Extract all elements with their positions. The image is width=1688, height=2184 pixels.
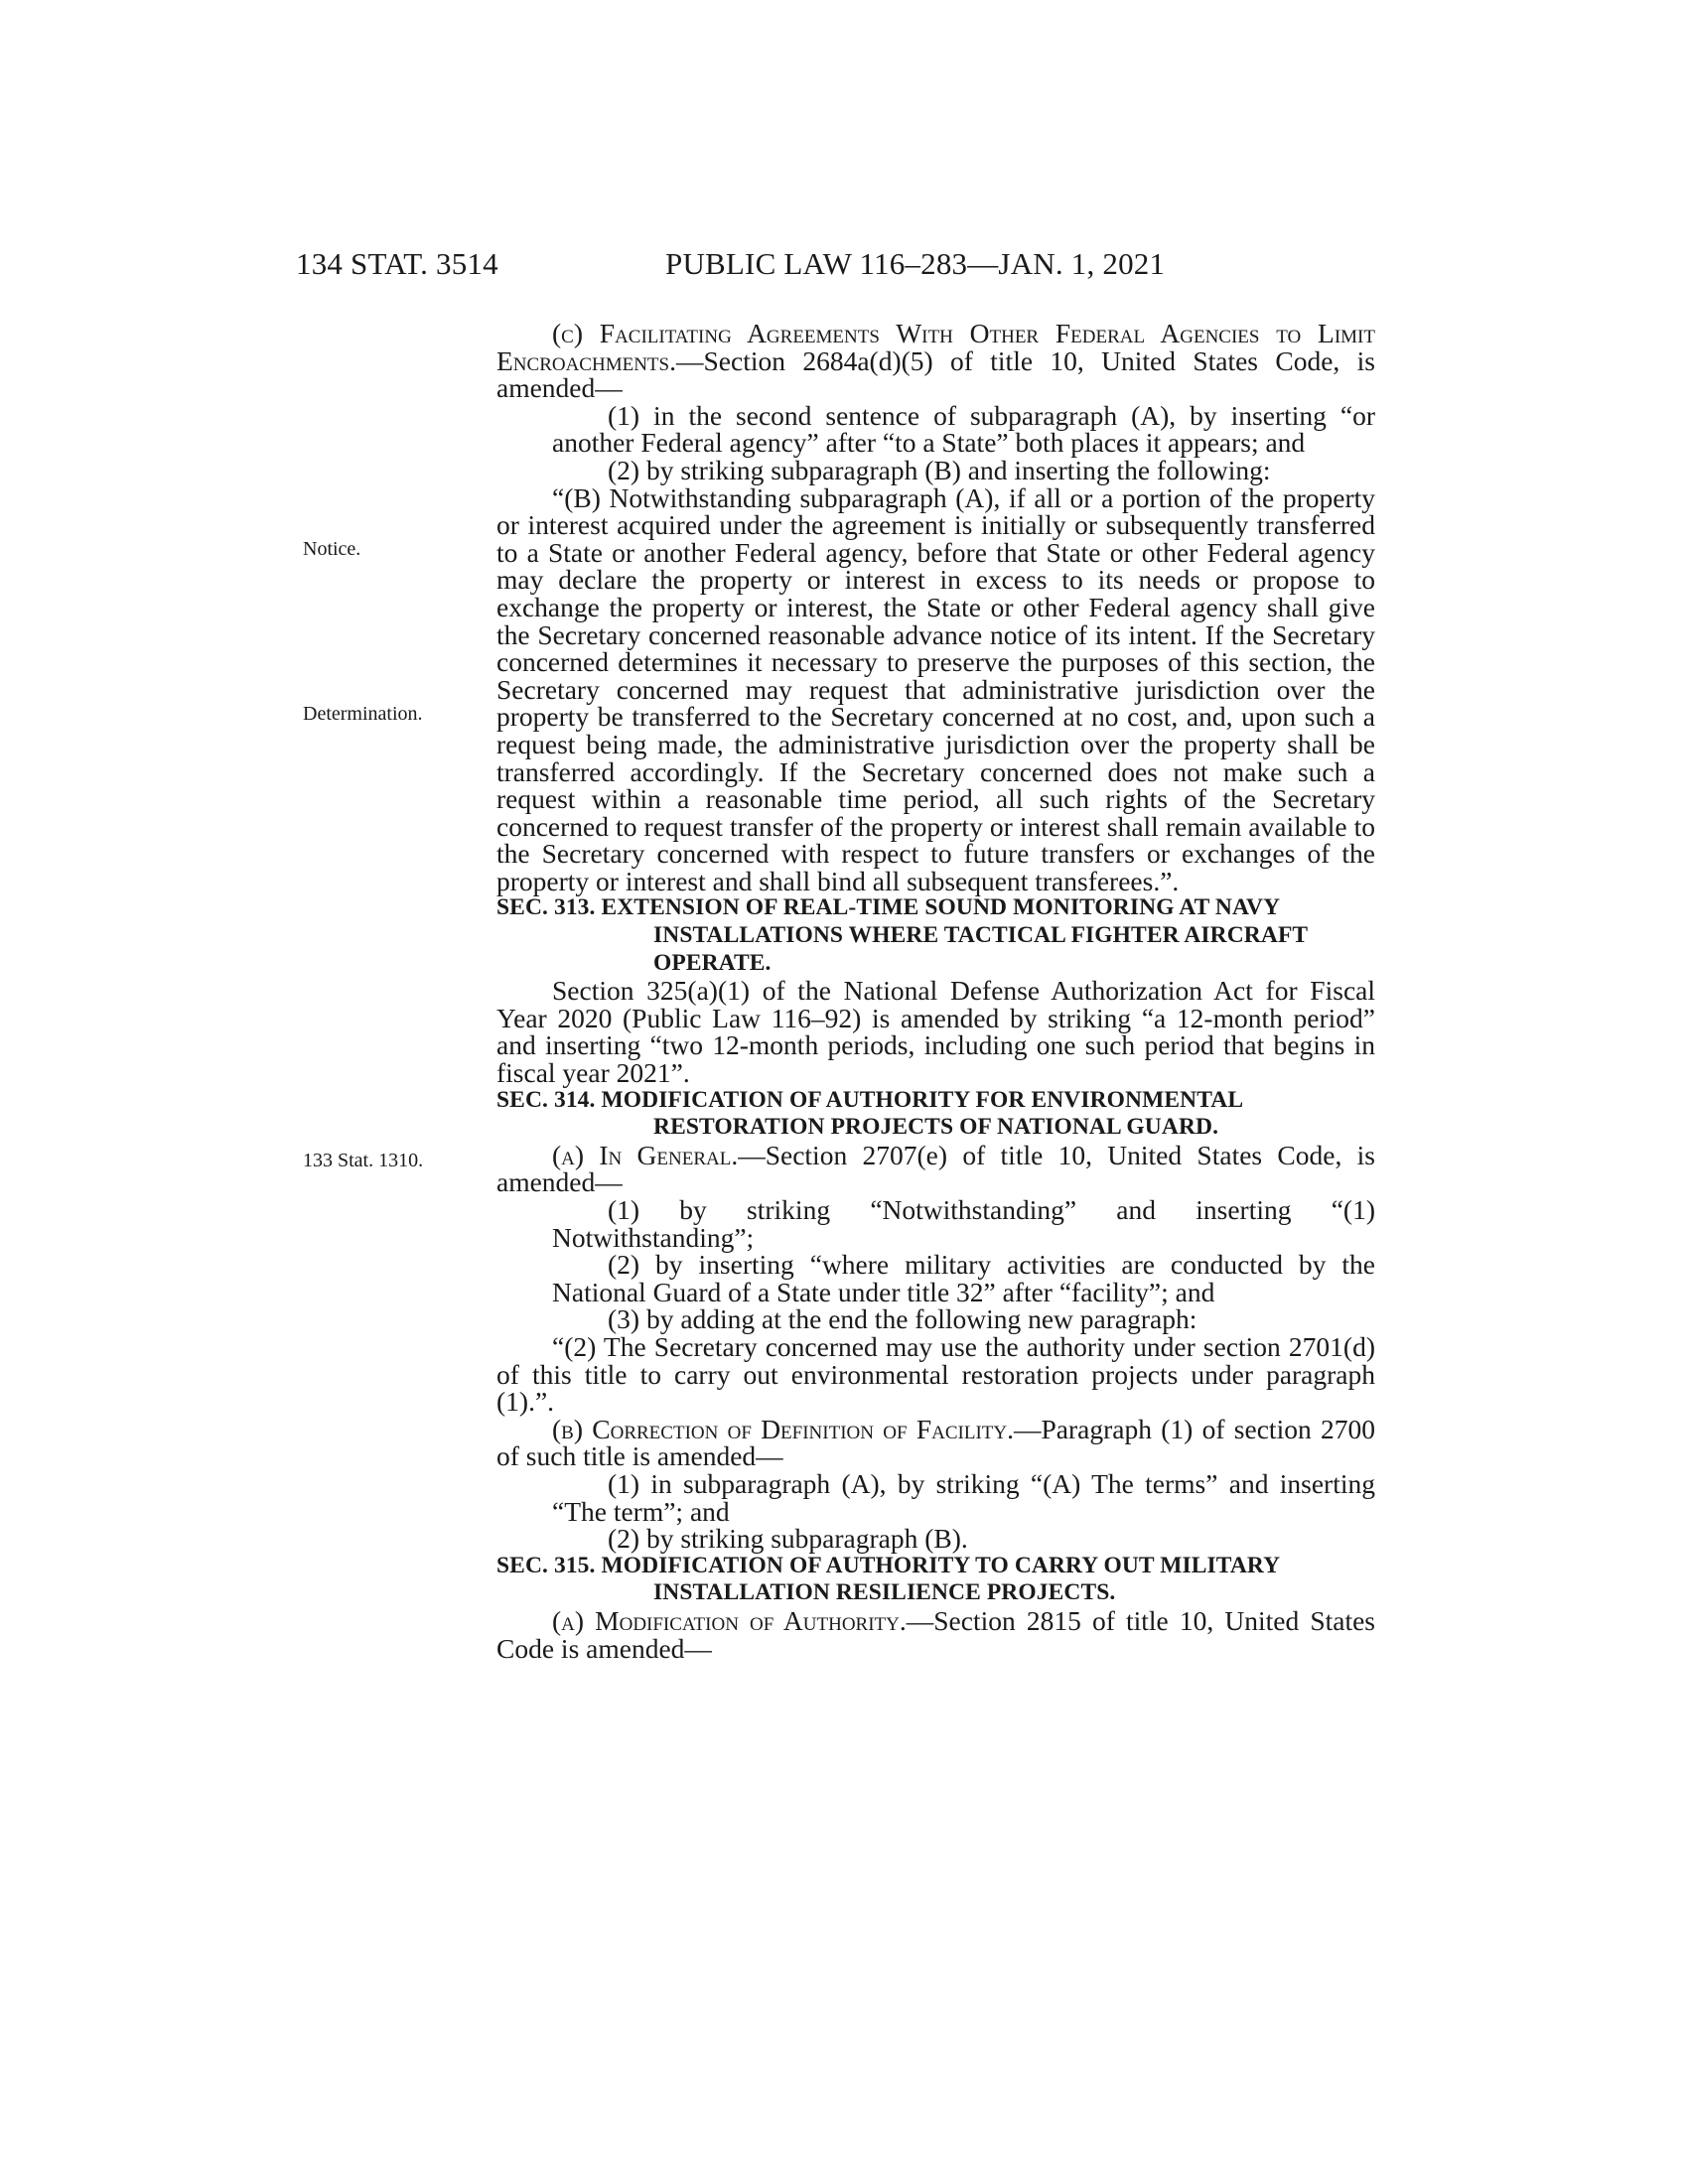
subsection-a: [496, 1139, 1375, 1198]
subsection-a-text: —Section 2707(e) of title 10, United States Code, is amended—: [496, 1139, 1375, 1198]
subsection-b-text: —Paragraph (1) of section 2700 of such title is amended—: [496, 1413, 1375, 1472]
sec-313-text: Section 325(a)(1) of the National Defense Authorization Act for Fiscal Year 2020 (Public Law 116–92) is amended by striking “a 12-month period” and inserting “two 12-month periods, including one such period that begins in fiscal year 2021”.: [496, 975, 1375, 1089]
paragraph-b2: (2) by striking subparagraph (B).: [608, 1523, 968, 1555]
paragraph-b1: (1) in subparagraph (A), by striking “(A) The terms” and inserting “The term”; and: [552, 1467, 1375, 1527]
subsection-b: [496, 1413, 1375, 1472]
sec-314-heading: SEC. 314. MODIFICATION OF AUTHORITY FOR ENVIRONMENTAL RESTORATION PROJECTS OF NATIONAL GUARD.: [496, 1086, 1242, 1141]
quoted-paragraph-2: “(2) The Secretary concerned may use the authority under section 2701(d) of this title to carry out environmental restoration projects under paragraph (1).”.: [496, 1330, 1375, 1418]
margin-note-stat-ref: 133 Stat. 1310.: [303, 1150, 424, 1171]
subsection-c-heading: (c) Facilitating Agreements With Other Federal Agencies to Limit Encroachments.: [496, 318, 1375, 376]
subsection-mod-heading: (a) Modification of Authority.: [552, 1604, 907, 1636]
quoted-subparagraph-b: “(B) Notwithstanding subparagraph (A), if all or a portion of the property or interest acquired under the agreement is initially or subsequently transferred to a State or another Federal agency, before that State or other Federal agency may declare the property or interest in excess to its needs or propose to exchange the property or interest, the State or other Federal agency shall give the Secretary concerned reasonable advance notice of its intent. If the Secretary concerned determines it necessary to preserve the purposes of this section, the Secretary concerned may request that administrative jurisdiction over the property be transferred to the Secretary concerned at no cost, and, upon such a request being made, the administrative jurisdiction over the property shall be transferred accordingly. If the Secretary concerned does not make such a request within a reasonable time period, all such rights of the Secretary concerned to request transfer of the property or interest shall remain available to the Secretary concerned with respect to future transfers or exchanges of the property or interest and shall bind all subsequent transferees.”.: [496, 481, 1375, 896]
subsection-a-heading: (a) In General.: [552, 1139, 739, 1170]
margin-note-notice: Notice.: [303, 538, 361, 560]
sec-315-heading: SEC. 315. MODIFICATION OF AUTHORITY TO CARRY OUT MILITARY INSTALLATION RESILIENCE PROJECTS.: [496, 1552, 1280, 1606]
paragraph-a3: (3) by adding at the end the following new paragraph:: [608, 1303, 1197, 1335]
stat-page-number: 134 STAT. 3514: [296, 246, 498, 281]
margin-note-determination: Determination.: [303, 703, 423, 725]
law-title: PUBLIC LAW 116–283—JAN. 1, 2021: [665, 246, 1166, 281]
page-header: [296, 246, 1388, 286]
paragraph-a2: (2) by inserting “where military activities are conducted by the National Guard of a State under title 32” after “facility”; and: [552, 1249, 1375, 1307]
paragraph-c2: (2) by striking subparagraph (B) and inserting the following:: [608, 454, 1271, 485]
sec-313-heading: SEC. 313. EXTENSION OF REAL-TIME SOUND MONITORING AT NAVY INSTALLATIONS WHERE TACTICAL FIGHTER AIRCRAFT OPERATE.: [496, 894, 1308, 976]
body-text: [496, 320, 1375, 1662]
paragraph-a1: (1) by striking “Notwithstanding” and inserting “(1) Notwithstanding”;: [552, 1194, 1375, 1253]
subsection-c: [496, 320, 1375, 402]
paragraph-c1: (1) in the second sentence of subparagraph (A), by inserting “or another Federal agency” after “to a State” both places it appears; and: [552, 399, 1375, 459]
subsection-c-text: —Section 2684a(d)(5) of title 10, United States Code, is amended—: [496, 344, 1375, 404]
subsection-b-heading: (b) Correction of Definition of Facility.: [552, 1413, 1014, 1444]
subsection-mod-text: —Section 2815 of title 10, United States Code is amended—: [496, 1604, 1376, 1664]
subsection-mod: [496, 1604, 1376, 1664]
